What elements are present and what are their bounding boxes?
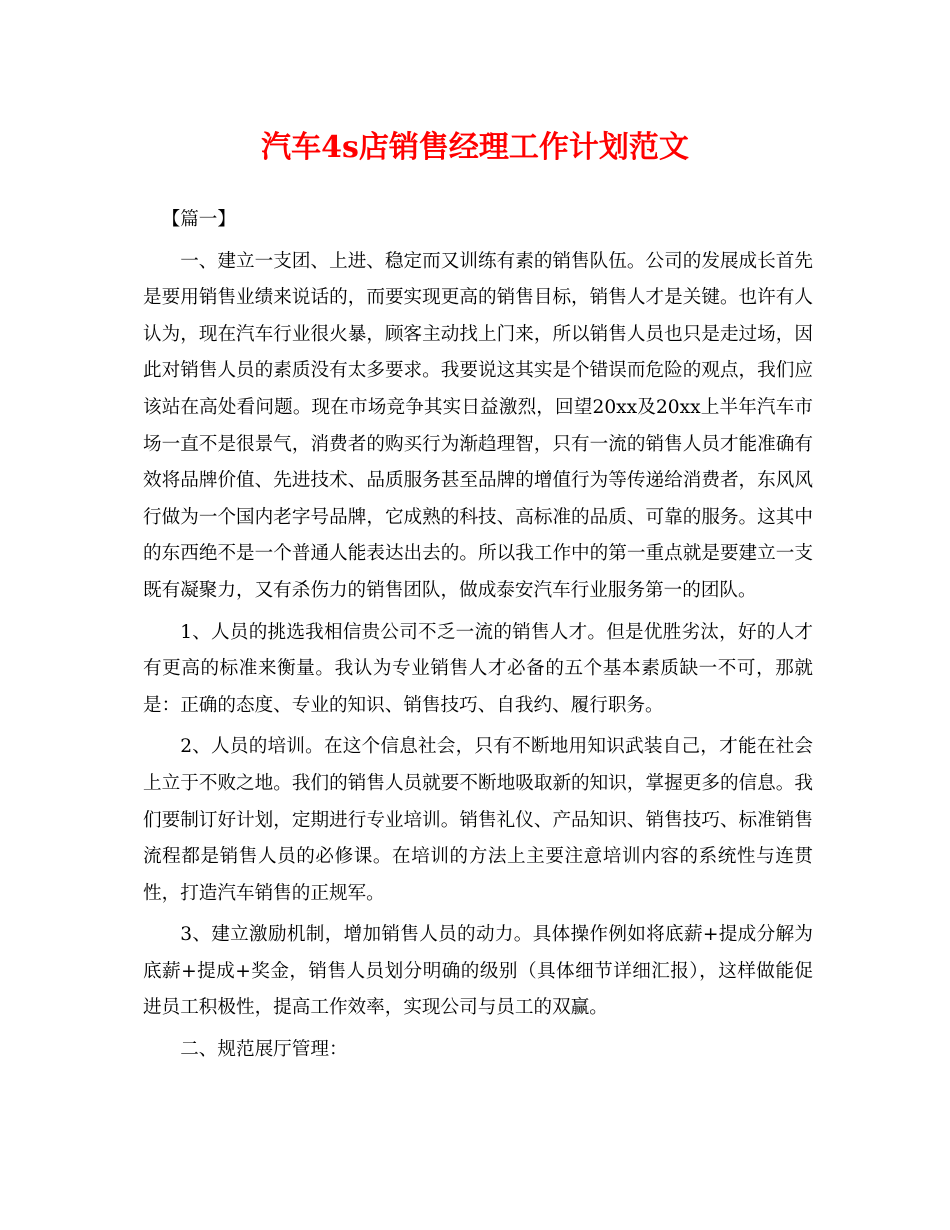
paragraph-item-2: 2、人员的培训。在这个信息社会，只有不断地用知识武装自己，才能在社会上立于不败之地。我们的销售人员就要不断地吸取新的知识，掌握更多的信息。我们要制订好计划，定期进行专业培训。销售礼仪、产品知识、销售技巧、标准销售流程都是销售人员的必修课。在培训的方法上主要注意培训内容的系统性与连贯性，打造汽车销售的正规军。 [143, 736, 813, 904]
paragraph-intro: 一、建立一支团、上进、稳定而又训练有素的销售队伍。公司的发展成长首先是要用销售业绩来说话的，而要实现更高的销售目标，销售人才是关键。也许有人认为，现在汽车行业很火暴，顾客主动找上门来，所以销售人员也只是走过场，因此对销售人员的素质没有太多要求。我要说这其实是个错误而危险的观点，我们应该站在高处看问题。现在市场竞争其实日益激烈，回望20xx及20xx上半年汽车市场一直不是很景气，消费者的购买行为渐趋理智，只有一流的销售人员才能准确有效将品牌价值、先进技术、品质服务甚至品牌的增值行为等传递给消费者，东风风行做为一个国内老字号品牌，它成熟的科技、高标准的品质、可靠的服务。这其中的东西绝不是一个普通人能表达出去的。所以我工作中的第一重点就是要建立一支既有凝聚力，又有杀伤力的销售团队，做成泰安汽车行业服务第一的团队。 [143, 250, 813, 601]
paragraph-section-2: 二、规范展厅管理： [180, 1039, 348, 1061]
section-label: 【篇一】 [161, 209, 236, 230]
paragraph-item-3: 3、建立激励机制，增加销售人员的动力。具体操作例如将底薪+提成分解为底薪+提成+奖金，销售人员划分明确的级别（具体细节详细汇报），这样做能促进员工积极性，提高工作效率，实现公司与员工的双赢。 [143, 924, 813, 1019]
document-body [143, 202, 813, 1074]
document-title: 汽车4s店销售经理工作计划范文 [261, 130, 689, 165]
paragraph-item-1: 1、人员的挑选我相信贵公司不乏一流的销售人才。但是优胜劣汰，好的人才有更高的标准来衡量。我认为专业销售人才必备的五个基本素质缺一不可，那就是：正确的态度、专业的知识、销售技巧、自我约、履行职务。 [143, 621, 813, 716]
